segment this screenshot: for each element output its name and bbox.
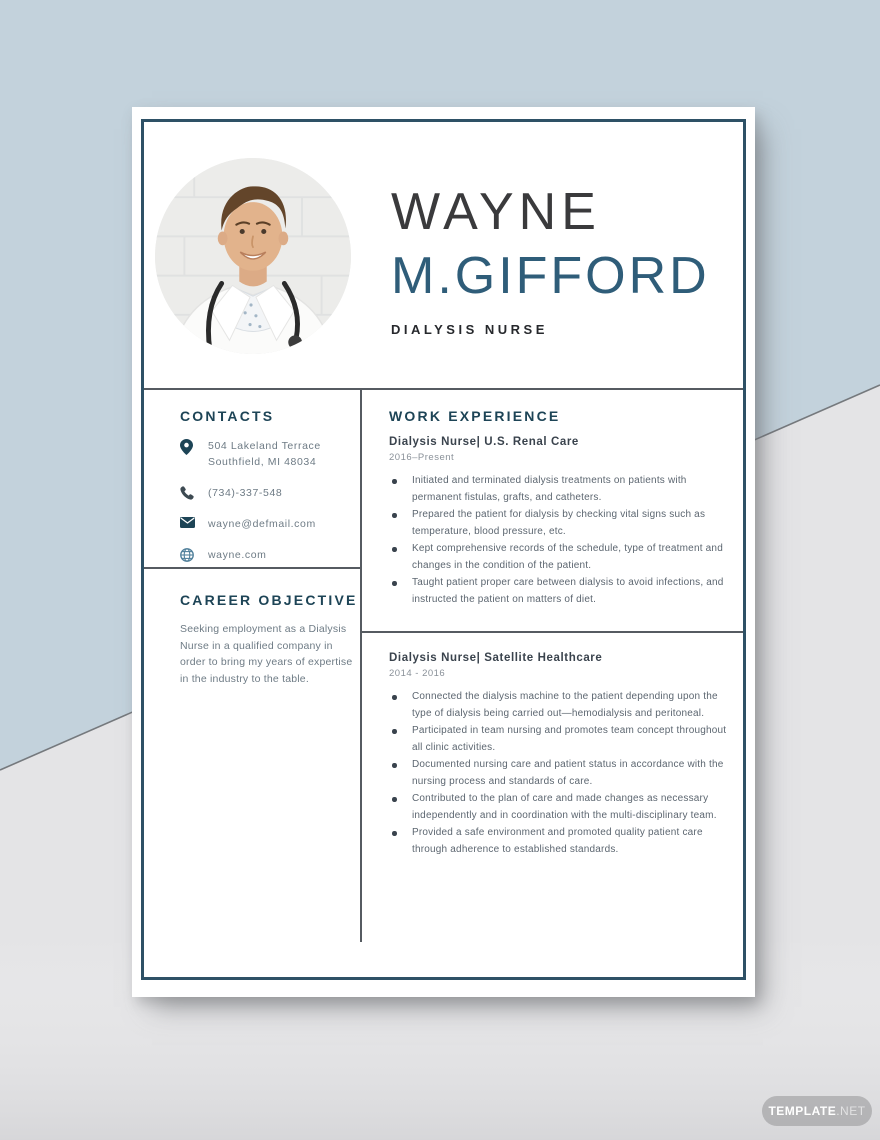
bullet-item: Contributed to the plan of care and made changes as necessary independently and in coordination with the multi-disciplinary team. xyxy=(389,791,731,824)
contact-list xyxy=(180,438,363,563)
profile-photo-illustration xyxy=(155,158,351,354)
job-bullet-list xyxy=(389,473,731,608)
job-dates: 2014 - 2016 xyxy=(389,668,446,679)
profile-photo xyxy=(155,158,351,354)
contact-website: wayne.com xyxy=(208,549,267,561)
contact-address xyxy=(208,438,321,470)
bullet-item: Kept comprehensive records of the schedule, type of treatment and changes in the condition of the patient. xyxy=(389,541,731,574)
bullet-item: Connected the dialysis machine to the patient depending upon the type of dialysis being carried out—hemodialysis and peritoneal. xyxy=(389,689,731,722)
watermark-brand: TEMPLATE xyxy=(768,1104,837,1118)
job-title: Dialysis Nurse| U.S. Renal Care xyxy=(389,436,579,448)
contact-phone: (734)-337-548 xyxy=(208,487,283,499)
job-role-subtitle: DIALYSIS NURSE xyxy=(391,322,548,337)
template-net-watermark xyxy=(762,1096,872,1126)
job-dates: 2016–Present xyxy=(389,452,455,463)
bullet-item: Participated in team nursing and promotes team concept throughout all clinic activities. xyxy=(389,723,731,756)
address-line-2: Southfield, MI 48034 xyxy=(208,456,317,468)
contact-phone-row xyxy=(180,485,363,501)
resume-page xyxy=(132,107,755,997)
job-entry xyxy=(389,436,731,608)
left-section-divider xyxy=(144,567,360,569)
contact-email-row xyxy=(180,516,363,532)
work-experience-section xyxy=(389,408,731,609)
globe-icon xyxy=(180,547,195,562)
phone-icon xyxy=(180,485,195,500)
job-bullet-list xyxy=(389,689,731,858)
contact-address-row xyxy=(180,438,363,470)
header-name-block xyxy=(391,181,710,337)
bullet-item: Prepared the patient for dialysis by checking vital signs such as temperature, blood pressure, etc. xyxy=(389,507,731,540)
contacts-section xyxy=(180,408,363,563)
contacts-heading: CONTACTS xyxy=(180,408,275,424)
address-line-1: 504 Lakeland Terrace xyxy=(208,440,321,452)
job-title: Dialysis Nurse| Satellite Healthcare xyxy=(389,652,603,664)
career-objective-heading: CAREER OBJECTIVE xyxy=(180,592,358,608)
contact-website-row xyxy=(180,547,363,563)
watermark-suffix: .NET xyxy=(836,1104,866,1118)
email-icon xyxy=(180,516,195,528)
work-experience-heading: WORK EXPERIENCE xyxy=(389,408,561,424)
career-objective-section xyxy=(180,592,363,687)
career-objective-text: Seeking employment as a Dialysis Nurse in a qualified company in order to bring my years of expertise in the industry to the table. xyxy=(180,623,353,685)
bullet-item: Initiated and terminated dialysis treatments on patients with permanent fistulas, grafts, and catheters. xyxy=(389,473,731,506)
location-pin-icon xyxy=(180,438,195,455)
bullet-item: Documented nursing care and patient status in accordance with the nursing process and standards of care. xyxy=(389,757,731,790)
first-name: WAYNE xyxy=(391,183,601,241)
bullet-item: Taught patient proper care between dialysis to avoid infections, and instructed the patient on matters of diet. xyxy=(389,575,731,608)
header-divider xyxy=(144,388,743,390)
job-entry xyxy=(389,652,731,859)
bullet-item: Provided a safe environment and promoted quality patient care through adherence to established standards. xyxy=(389,825,731,858)
right-section-divider xyxy=(361,631,743,633)
last-name: M.GIFFORD xyxy=(391,247,710,305)
contact-email: wayne@defmail.com xyxy=(208,518,316,530)
